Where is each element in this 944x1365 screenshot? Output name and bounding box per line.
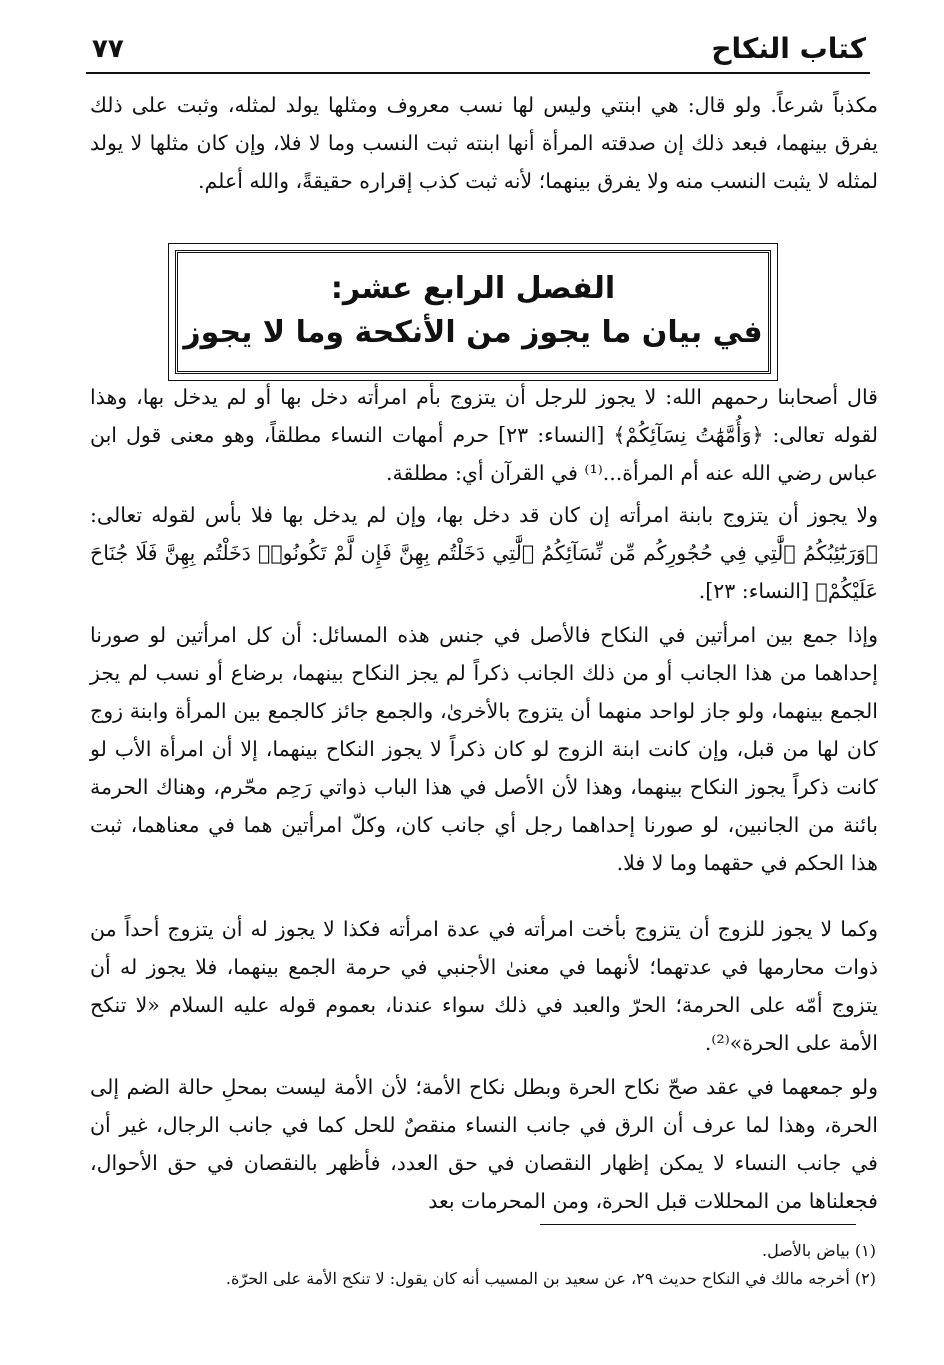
paragraph-2: ولا يجوز أن يتزوج بابنة امرأته إن كان قد دخل بها، وإن لم يدخل بها فلا بأس لقوله تعالى: ﴿وَرَبَٰٓئِبُكُمُ ٱلَّٰتِي فِي حُجُورِكُم مِّن نِّسَآئِكُمُ ٱلَّٰتِي دَخَلْتُم بِهِنَّ فَإِن لَّمْ تَكُونُوا۟ دَخَلْتُم بِهِنَّ فَلَا جُنَاحَ عَلَيْكُمْ﴾ [النساء: ٢٣]. xyxy=(90,503,878,603)
footnote-2: (٢) أخرجه مالك في النكاح حديث ٢٩، عن سعيد بن المسيب أنه كان يقول: لا تنكح الأمة على الحرّة. xyxy=(225,1269,876,1288)
running-title: كتاب النكاح xyxy=(711,32,866,65)
paragraph-5: ولو جمعهما في عقد صحّ نكاح الحرة وبطل نكاح الأمة؛ لأن الأمة ليست بمحلِ حالة الضم إلى الحرة، وهذا لما عرف أن الرق في جانب النساء منقصٌ للحل كما في جانب الرجال، غير أن في جانب النساء لا يمكن إظهار النقصان في حق العدد، فأظهر بالنقصان في حق الأحوال، فجعلناها من المحللات قبل الحرة، ومن المحرمات بعد xyxy=(90,1075,878,1213)
page-header xyxy=(86,28,870,74)
chapter-subtitle: في بيان ما يجوز من الأنكحة وما لا يجوز xyxy=(183,315,763,350)
paragraph-4: وكما لا يجوز للزوج أن يتزوج بأخت امرأته في عدة امرأته فكذا لا يجوز له أن يتزوج أحداً من ذوات محارمها في عدتهما؛ لأنهما في معنىٰ الأجنبي في حرمة الجمع بينهما، فلا يجوز له أن يتزوج أمّه على الحرمة؛ الحرّ والعبد في ذلك سواء عندنا، بعموم قوله عليه السلام «لا تنكح الأمة على الحرة»⁽²⁾. xyxy=(90,917,878,1055)
chapter-heading-box xyxy=(175,250,771,374)
footnote-1: (١) بياض بالأصل. xyxy=(762,1241,876,1260)
paragraph-intro: مكذباً شرعاً. ولو قال: هي ابنتي وليس لها نسب معروف ومثلها يولد لمثله، وثبت على ذلك يفرق بينهما، فبعد ذلك إن صدقته المرأة أنها ابنته ثبت النسب وما لا فلا، وإن كان مثلها لا يولد لمثله لا يثبت النسب منه ولا يفرق بينهما؛ لأنه ثبت كذب إقراره حقيقةً، والله أعلم. xyxy=(90,93,878,193)
chapter-title: الفصل الرابع عشر: xyxy=(330,271,616,306)
footnote-separator xyxy=(540,1224,856,1225)
paragraph-3: وإذا جمع بين امرأتين في النكاح فالأصل في جنس هذه المسائل: أن كل امرأتين لو صورنا إحداهما من هذا الجانب أو من ذلك الجانب ذكراً لم يجز النكاح بينهما، برضاع أو نسب لم يجز الجمع بينهما، ولو جاز لواحد منهما أن يتزوج بالأخرىٰ، والجمع جائز كالجمع بين المرأة وابنة زوج كان لها من قبل، وإن كانت ابنة الزوج لو كان ذكراً لا يجوز النكاح بينهما، إلا أن امرأة الأب لو كانت ذكراً يجوز النكاح بينهما، وهذا لأن الأصل في هذا الباب ذواتي رَحِم محّرم، وهناك الحرمة بائنة من الجانبين، لو صورنا إحداهما رجل أي جانب كان، وكلّ امرأتين هما في معناهما، ثبت هذا الحكم في حقهما وما لا فلا. xyxy=(90,623,878,875)
paragraph-1: قال أصحابنا رحمهم الله: لا يجوز للرجل أن يتزوج بأم امرأته دخل بها أو لم يدخل بها، وهذا لقوله تعالى: ﴿وَأُمَّهَٰتُ نِسَآئِكُمْ﴾ [النساء: ٢٣] حرم أمهات النساء مطلقاً، وهو معنى قول ابن عباس رضي الله عنه أم المرأة...⁽¹⁾ في القرآن أي: مطلقة. xyxy=(90,385,879,485)
page-number: ٧٧ xyxy=(92,34,124,64)
